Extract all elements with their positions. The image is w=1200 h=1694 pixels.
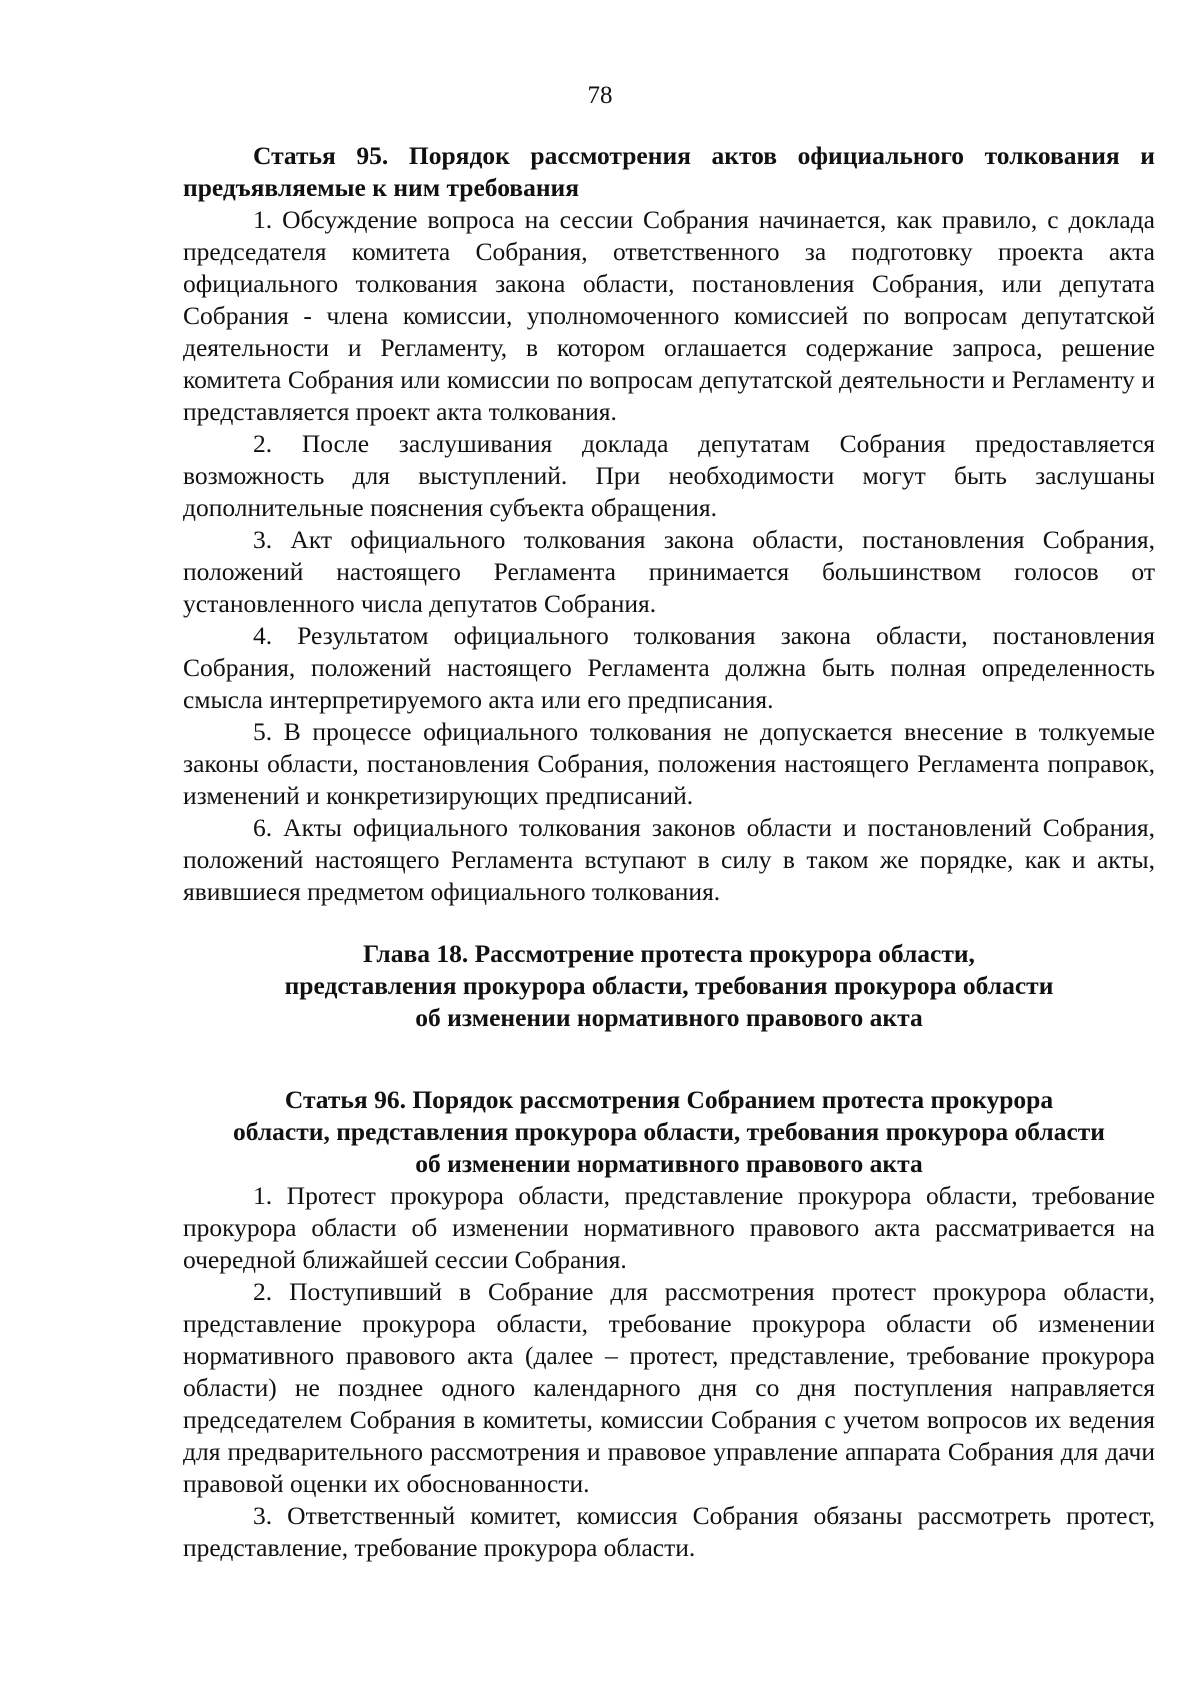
article-95-paragraph-6: 6. Акты официального толкования законов области и постановлений Собрания, положений настоящего Регламента вступают в силу в таком же порядке, как и акты, явившиеся предметом официального толкования. [183, 813, 1155, 906]
chapter-heading-line: представления прокурора области, требования прокурора области [284, 971, 1054, 1000]
page-content [183, 140, 1155, 1564]
chapter-18-heading [183, 938, 1155, 1034]
chapter-heading-line: об изменении нормативного правового акта [415, 1003, 923, 1032]
article-96-paragraph-1: 1. Протест прокурора области, представление прокурора области, требование прокурора области об изменении нормативного правового акта рассматривается на очередной ближайшей сессии Собрания. [183, 1181, 1155, 1274]
article-heading-line: об изменении нормативного правового акта [415, 1149, 923, 1178]
article-95-paragraph-5: 5. В процессе официального толкования не допускается внесение в толкуемые законы области, постановления Собрания, положения настоящего Регламента поправок, изменений и конкретизирующих предписаний. [183, 717, 1155, 810]
article-95-paragraph-2: 2. После заслушивания доклада депутатам Собрания предоставляется возможность для выступлений. При необходимости могут быть заслушаны дополнительные пояснения субъекта обращения. [183, 429, 1155, 522]
article-96-paragraph-2: 2. Поступивший в Собрание для рассмотрения протест прокурора области, представление прокурора области, требование прокурора области об изменении нормативного правового акта (далее – протест, представление, требование прокурора области) не позднее одного календарного дня со дня поступления направляется председателем Собрания в комитеты, комиссии Собрания с учетом вопросов их ведения для предварительного рассмотрения и правовое управление аппарата Собрания для дачи правовой оценки их обоснованности. [183, 1277, 1155, 1498]
page-number: 78 [587, 82, 613, 109]
article-95-paragraph-3: 3. Акт официального толкования закона области, постановления Собрания, положений настоящего Регламента принимается большинством голосов от установленного числа депутатов Собрания. [183, 525, 1155, 618]
article-96-paragraph-3: 3. Ответственный комитет, комиссия Собрания обязаны рассмотреть протест, представление, требование прокурора области. [183, 1501, 1155, 1562]
article-96-heading [183, 1084, 1155, 1180]
article-95-paragraph-1: 1. Обсуждение вопроса на сессии Собрания начинается, как правило, с доклада председателя комитета Собрания, ответственного за подготовку проекта акта официального толкования закона области, постановления Собрания, или депутата Собрания - члена комиссии, уполномоченного комиссией по вопросам депутатской деятельности и Регламенту, в котором оглашается содержание запроса, решение комитета Собрания или комиссии по вопросам депутатской деятельности и Регламенту и представляется проект акта толкования. [183, 205, 1155, 426]
article-95-paragraph-4: 4. Результатом официального толкования закона области, постановления Собрания, положений настоящего Регламента должна быть полная определенность смысла интерпретируемого акта или его предписания. [183, 621, 1155, 714]
article-95-heading: Статья 95. Порядок рассмотрения актов официального толкования и предъявляемые к ним требования [183, 141, 1155, 202]
chapter-heading-line: Глава 18. Рассмотрение протеста прокурора области, [363, 939, 975, 968]
article-heading-line: области, представления прокурора области, требования прокурора области [233, 1117, 1105, 1146]
article-heading-line: Статья 96. Порядок рассмотрения Собранием протеста прокурора [284, 1085, 1054, 1114]
